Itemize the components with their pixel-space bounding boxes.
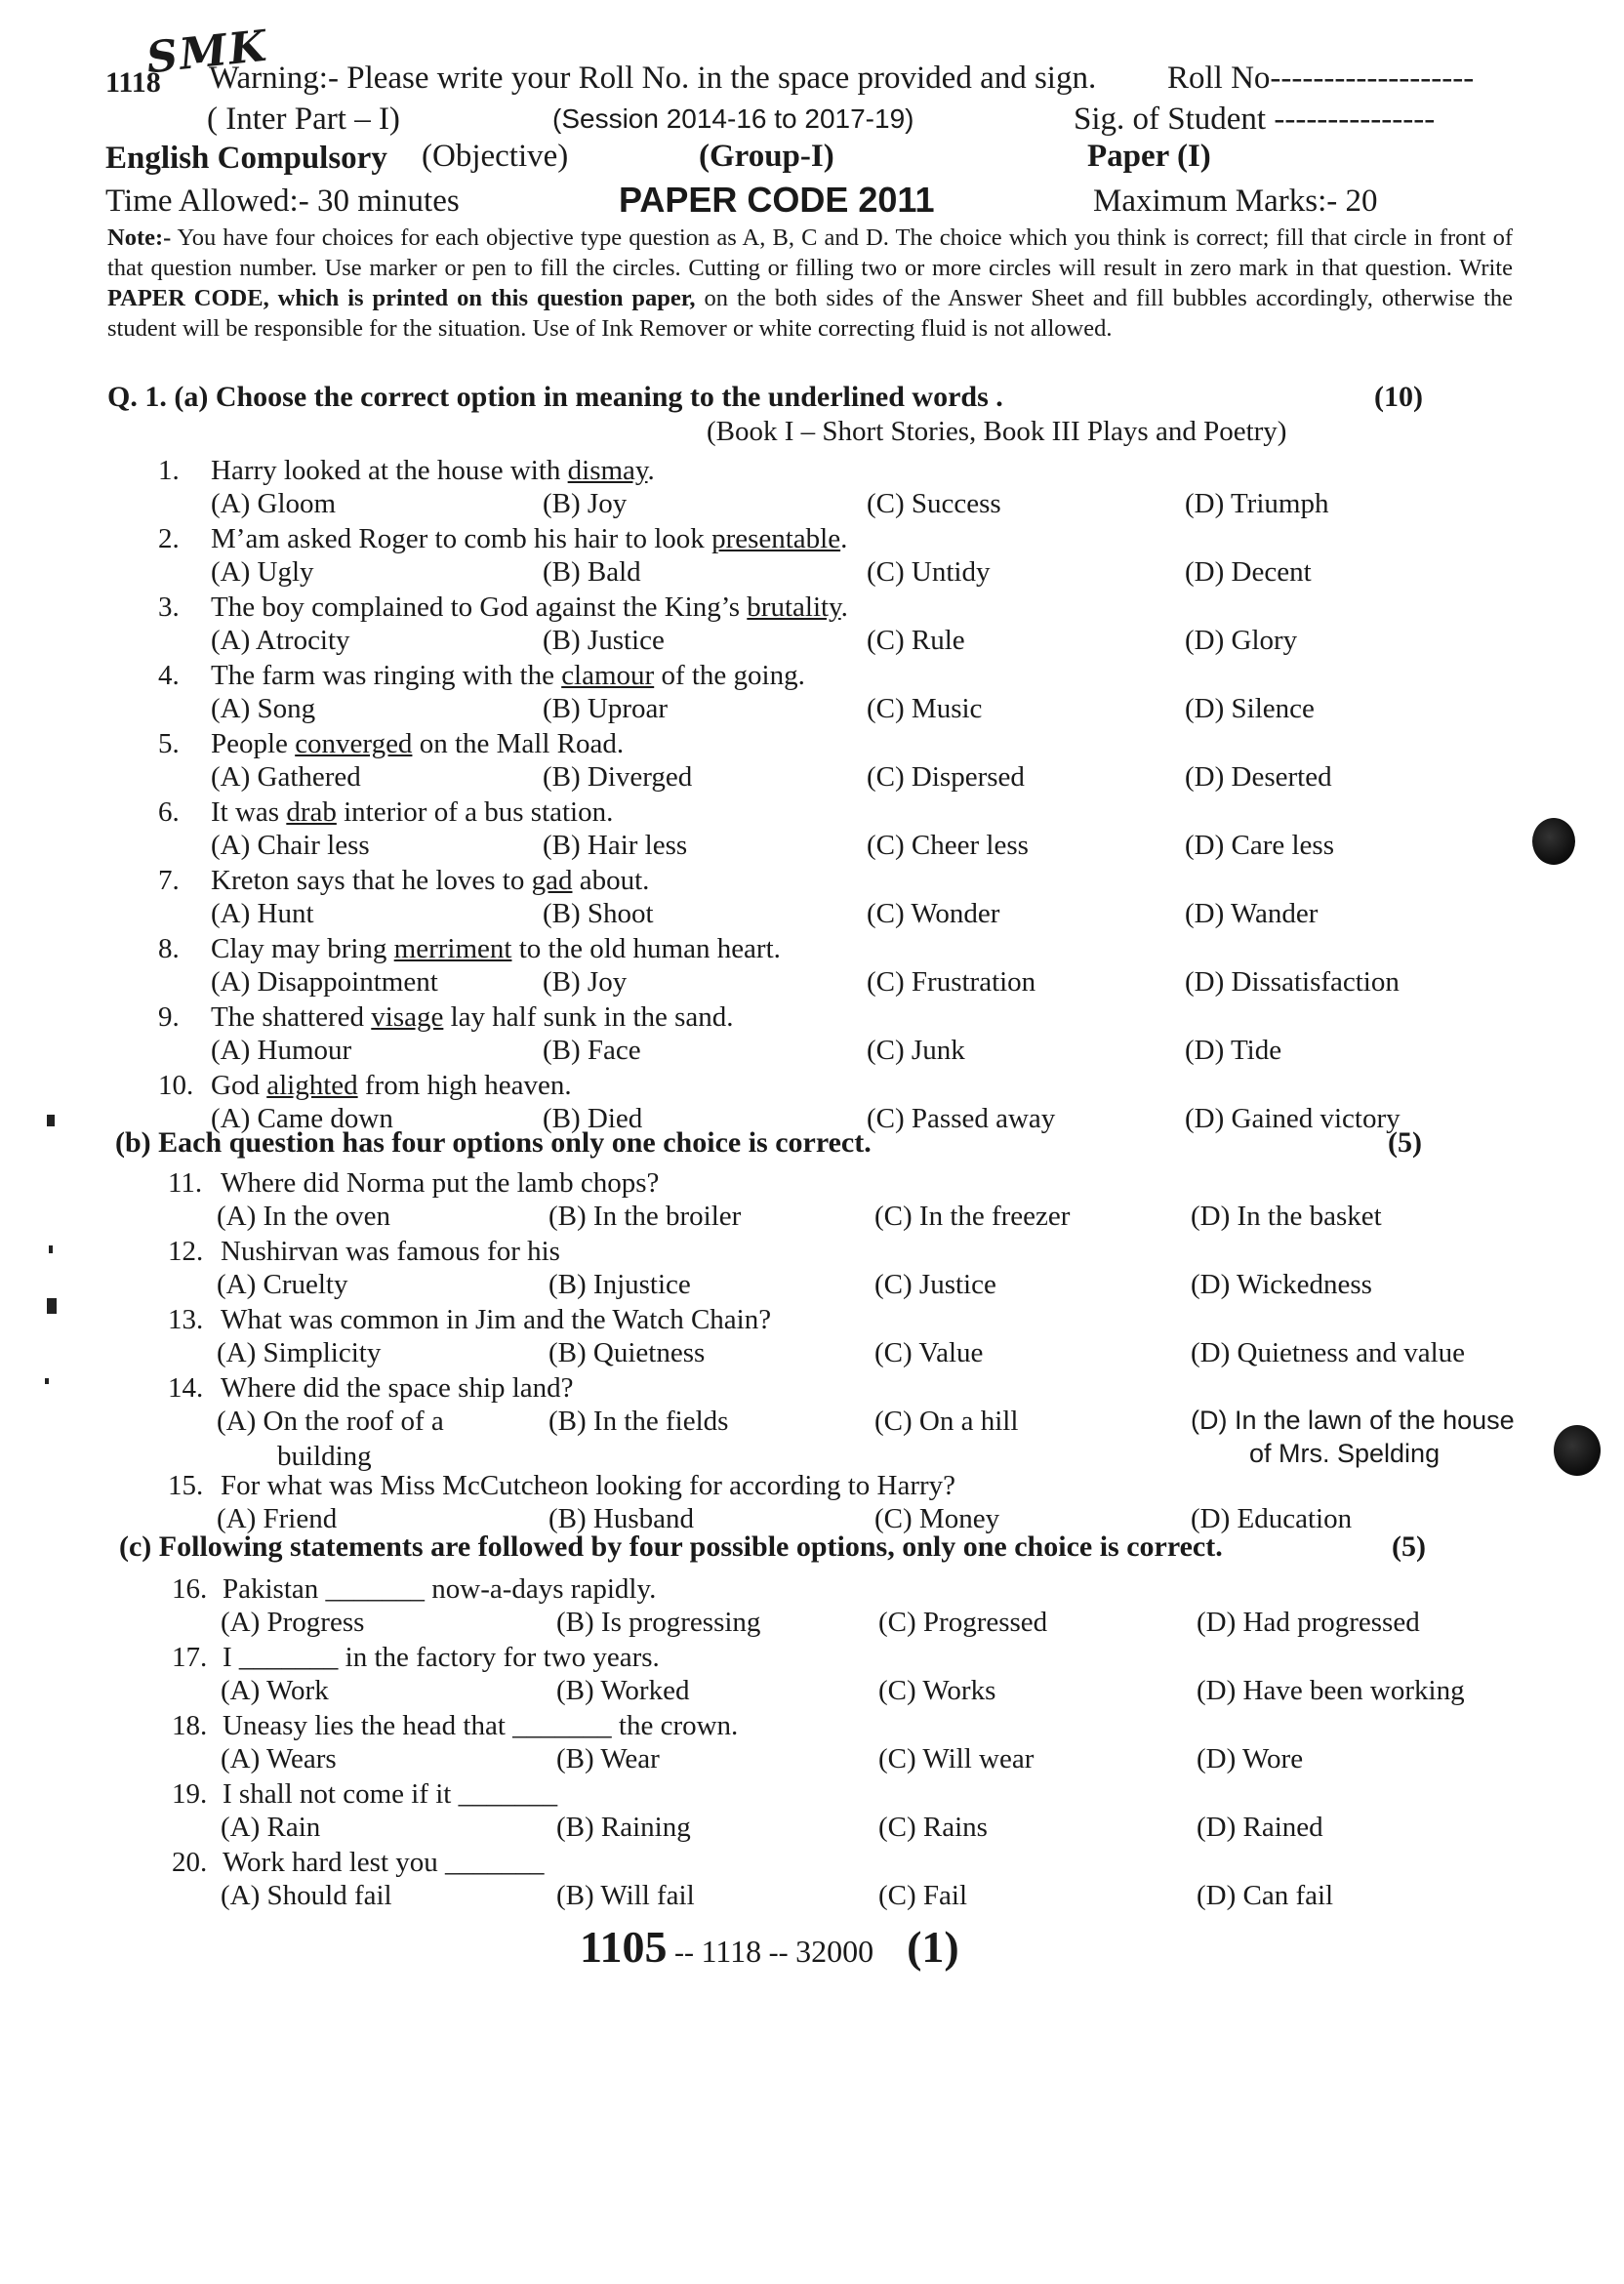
- underlined-word: converged: [295, 728, 413, 759]
- question-text-part: The boy complained to God against the King’s: [211, 591, 748, 623]
- option-c: (C) In the freezer: [874, 1201, 1071, 1232]
- question-text: [223, 1642, 660, 1674]
- maximum-marks: Maximum Marks:- 20: [1093, 184, 1378, 219]
- question-text-part: The shattered: [211, 1001, 372, 1033]
- question-text-part: from high heaven.: [357, 1070, 572, 1101]
- question-number: 20.: [172, 1847, 208, 1878]
- underlined-word: alighted: [266, 1070, 358, 1101]
- instructions-note: [107, 223, 1513, 344]
- option-a: (A) In the oven: [217, 1201, 390, 1232]
- option-a: (A) Should fail: [221, 1880, 392, 1911]
- question-number: 9.: [158, 1001, 180, 1033]
- option-b: (B) Worked: [556, 1675, 690, 1706]
- question-number: 18.: [172, 1710, 208, 1741]
- section-a-marks: (10): [1374, 381, 1423, 413]
- question-text: [223, 1847, 545, 1879]
- option-a: (A) Humour: [211, 1035, 352, 1066]
- question-text: [211, 1070, 572, 1102]
- option-a: (A) Cruelty: [217, 1269, 348, 1300]
- question-text: [211, 455, 655, 487]
- question-text: [221, 1470, 955, 1502]
- question-number: 14.: [168, 1372, 204, 1404]
- footer-code: 1105: [580, 1922, 668, 1972]
- option-b: (B) Will fail: [556, 1880, 695, 1911]
- option-b: (B) In the fields: [548, 1406, 729, 1437]
- question-text-part: .: [840, 523, 848, 554]
- scan-speck: [45, 1378, 49, 1384]
- question-text: [211, 796, 613, 829]
- footer-page-number: (1): [907, 1922, 959, 1972]
- handwritten-scribble: SMK: [143, 20, 271, 84]
- question-text: [211, 865, 649, 897]
- scan-speck: [47, 1298, 57, 1314]
- question-text: [223, 1573, 656, 1606]
- session: (Session 2014-16 to 2017-19): [552, 103, 914, 134]
- ink-blot: [1532, 818, 1575, 865]
- section-c-title: (c) Following statements are followed by four possible options, only one choice is correct.: [119, 1530, 1223, 1563]
- option-d: (D) Quietness and value: [1191, 1337, 1466, 1368]
- option-c: (C) Rains: [878, 1812, 988, 1843]
- option-d: (D) Wander: [1185, 898, 1319, 929]
- question-number: 16.: [172, 1573, 208, 1605]
- option-b: (B) Is progressing: [556, 1607, 761, 1638]
- question-text: [211, 523, 847, 555]
- underlined-word: drab: [286, 796, 337, 828]
- question-text-part: Where did Norma put the lamb chops?: [221, 1167, 660, 1199]
- question-number: 13.: [168, 1304, 204, 1335]
- option-b: (B) Bald: [543, 556, 641, 588]
- student-signature-field: Sig. of Student ---------------: [1074, 102, 1436, 137]
- question-text-part: Harry looked at the house with: [211, 455, 568, 486]
- question-text: [211, 660, 805, 692]
- option-c: (C) Fail: [878, 1880, 968, 1911]
- option-b: (B) Injustice: [548, 1269, 691, 1300]
- scan-speck: [47, 1115, 55, 1126]
- option-b: (B) Uproar: [543, 693, 669, 724]
- section-c-marks: (5): [1392, 1530, 1426, 1563]
- option-b: (B) Shoot: [543, 898, 654, 929]
- option-c: (C) Money: [874, 1503, 1000, 1534]
- question-number: 1.: [158, 455, 180, 486]
- scan-speck: [49, 1245, 53, 1253]
- option-d: (D) Dissatisfaction: [1185, 966, 1400, 998]
- time-allowed: Time Allowed:- 30 minutes: [105, 184, 460, 219]
- subject: English Compulsory: [105, 141, 387, 176]
- question-number: 3.: [158, 591, 180, 623]
- question-text: [211, 1001, 734, 1034]
- inter-part: ( Inter Part – I): [207, 102, 400, 137]
- question-text-part: interior of a bus station.: [336, 796, 614, 828]
- underlined-word: gad: [531, 865, 573, 896]
- underlined-word: merriment: [393, 933, 512, 964]
- footer-separator: --: [667, 1937, 702, 1969]
- section-b-marks: (5): [1388, 1126, 1422, 1159]
- note-text-1: You have four choices for each objective type question as A, B, C and D. The choice which you think is correct; fill that circle in front of that question number. Use marker or pen to fill the circles. Cutting or filling two or more circles will result in zero mark in that question. Write: [107, 224, 1513, 281]
- option-d: (D) Rained: [1197, 1812, 1323, 1843]
- question-text-part: about.: [572, 865, 650, 896]
- option-d: (D) Deserted: [1185, 761, 1332, 793]
- question-text-part: Clay may bring: [211, 933, 394, 964]
- option-d: (D) Had progressed: [1197, 1607, 1420, 1638]
- option-d: (D) In the lawn of the house: [1191, 1406, 1515, 1435]
- option-c: (C) Passed away: [867, 1103, 1056, 1134]
- question-text-part: Uneasy lies the head that _______ the crown.: [223, 1710, 739, 1741]
- question-number: 19.: [172, 1778, 208, 1810]
- question-text-part: Pakistan _______ now-a-days rapidly.: [223, 1573, 657, 1605]
- underlined-word: visage: [371, 1001, 444, 1033]
- group-label: (Group-I): [699, 139, 834, 174]
- question-text: [221, 1236, 560, 1268]
- option-b: (B) Face: [543, 1035, 641, 1066]
- option-a: (A) Chair less: [211, 830, 370, 861]
- question-number: 7.: [158, 865, 180, 896]
- option-b: (B) Wear: [556, 1743, 660, 1774]
- option-c: (C) Cheer less: [867, 830, 1029, 861]
- option-a: (A) Atrocity: [211, 625, 350, 656]
- question-text: [211, 591, 848, 624]
- option-d: (D) In the basket: [1191, 1201, 1382, 1232]
- question-text: [211, 728, 624, 760]
- option-b: (B) In the broiler: [548, 1201, 742, 1232]
- objective-label: (Objective): [422, 139, 569, 174]
- question-text-part: to the old human heart.: [511, 933, 781, 964]
- question-text-part: .: [647, 455, 655, 486]
- underlined-word: dismay: [567, 455, 648, 486]
- option-c: (C) On a hill: [874, 1406, 1019, 1437]
- question-text-part: I _______ in the factory for two years.: [223, 1642, 660, 1673]
- option-c: (C) Untidy: [867, 556, 991, 588]
- option-b: (B) Joy: [543, 488, 628, 519]
- underlined-word: brutality: [747, 591, 841, 623]
- option-d: (D) Wore: [1197, 1743, 1304, 1774]
- underlined-word: clamour: [561, 660, 655, 691]
- question-number: 2.: [158, 523, 180, 554]
- option-a: (A) Work: [221, 1675, 329, 1706]
- option-d: (D) Education: [1191, 1503, 1353, 1534]
- option-c: (C) Success: [867, 488, 1001, 519]
- question-text-part: on the Mall Road.: [412, 728, 625, 759]
- section-a-title: Q. 1. (a) Choose the correct option in meaning to the underlined words .: [107, 381, 1003, 413]
- note-bold: PAPER CODE, which is printed on this question paper,: [107, 285, 696, 311]
- footer-paper: 1118: [701, 1934, 762, 1969]
- question-text-part: God: [211, 1070, 267, 1101]
- question-text-part: M’am asked Roger to comb his hair to look: [211, 523, 712, 554]
- question-number: 17.: [172, 1642, 208, 1673]
- question-text: [211, 933, 781, 965]
- option-d: (D) Tide: [1185, 1035, 1282, 1066]
- option-a: (A) Hunt: [211, 898, 314, 929]
- footer-count: 32000: [795, 1934, 874, 1969]
- option-c: (C) Wonder: [867, 898, 1000, 929]
- option-b: (B) Husband: [548, 1503, 695, 1534]
- option-a: (A) Friend: [217, 1503, 338, 1534]
- option-d: (D) Triumph: [1185, 488, 1329, 519]
- section-a-subtitle: (Book I – Short Stories, Book III Plays and Poetry): [707, 416, 1287, 447]
- question-text: [221, 1304, 771, 1336]
- option-c: (C) Music: [867, 693, 983, 724]
- paper-number: 1118: [105, 66, 161, 99]
- option-b: (B) Diverged: [543, 761, 693, 793]
- question-text-part: People: [211, 728, 296, 759]
- option-c: (C) Dispersed: [867, 761, 1025, 793]
- option-d: (D) Care less: [1185, 830, 1335, 861]
- option-c: (C) Frustration: [867, 966, 1036, 998]
- option-c: (C) Works: [878, 1675, 996, 1706]
- question-text-part: Kreton says that he loves to: [211, 865, 532, 896]
- question-number: 11.: [168, 1167, 203, 1199]
- question-text-part: Nushirvan was famous for his: [221, 1236, 560, 1267]
- question-text: [221, 1372, 574, 1405]
- ink-blot: [1554, 1425, 1601, 1476]
- option-c: (C) Will wear: [878, 1743, 1035, 1774]
- question-number: 4.: [158, 660, 180, 691]
- question-text-part: lay half sunk in the sand.: [443, 1001, 734, 1033]
- option-a: (A) Wears: [221, 1743, 337, 1774]
- note-label: Note:-: [107, 224, 172, 251]
- option-d: (D) Glory: [1185, 625, 1298, 656]
- question-number: 12.: [168, 1236, 204, 1267]
- option-b: (B) Died: [543, 1103, 643, 1134]
- option-b: (B) Quietness: [548, 1337, 706, 1368]
- option-a: (A) Gloom: [211, 488, 337, 519]
- warning-text: Warning:- Please write your Roll No. in the space provided and sign.: [209, 61, 1097, 96]
- option-c: (C) Junk: [867, 1035, 965, 1066]
- option-a: (A) Ugly: [211, 556, 314, 588]
- question-text-part: of the going.: [654, 660, 805, 691]
- underlined-word: presentable: [711, 523, 841, 554]
- option-a: (A) On the roof of a: [217, 1406, 444, 1437]
- question-text-part: Work hard lest you _______: [223, 1847, 545, 1878]
- question-number: 10.: [158, 1070, 194, 1101]
- option-c: (C) Rule: [867, 625, 965, 656]
- option-a: (A) Disappointment: [211, 966, 438, 998]
- question-number: 15.: [168, 1470, 204, 1501]
- option-c: (C) Value: [874, 1337, 984, 1368]
- option-b: (B) Raining: [556, 1812, 691, 1843]
- question-text-part: Where did the space ship land?: [221, 1372, 574, 1404]
- question-text-part: For what was Miss McCutcheon looking for according to Harry?: [221, 1470, 956, 1501]
- option-a: (A) Progress: [221, 1607, 365, 1638]
- option-d: (D) Silence: [1185, 693, 1315, 724]
- footer-separator: --: [761, 1937, 796, 1969]
- question-text-part: It was: [211, 796, 287, 828]
- question-number: 5.: [158, 728, 180, 759]
- option-d: (D) Can fail: [1197, 1880, 1334, 1911]
- option-d: (D) Decent: [1185, 556, 1312, 588]
- option-d: (D) Wickedness: [1191, 1269, 1372, 1300]
- question-text-part: I shall not come if it _______: [223, 1778, 558, 1810]
- option-a: (A) Simplicity: [217, 1337, 382, 1368]
- option-c: (C) Justice: [874, 1269, 996, 1300]
- question-number: 6.: [158, 796, 180, 828]
- question-text-part: What was common in Jim and the Watch Chain?: [221, 1304, 772, 1335]
- roll-number-field: Roll No-------------------: [1167, 61, 1475, 96]
- option-d: (D) Have been working: [1197, 1675, 1465, 1706]
- question-text: [223, 1710, 738, 1742]
- option-a: (A) Gathered: [211, 761, 361, 793]
- section-b-title: (b) Each question has four options only one choice is correct.: [115, 1126, 872, 1159]
- option-a: (A) Song: [211, 693, 316, 724]
- option-a: (A) Came down: [211, 1103, 393, 1134]
- option-a-continued: building: [277, 1441, 372, 1472]
- footer-code-line: [580, 1921, 959, 1973]
- question-text-part: .: [840, 591, 848, 623]
- question-text: [221, 1167, 659, 1200]
- paper-code: PAPER CODE 2011: [619, 180, 935, 220]
- option-b: (B) Joy: [543, 966, 628, 998]
- question-text-part: The farm was ringing with the: [211, 660, 562, 691]
- question-text: [223, 1778, 557, 1811]
- note-text-2: on the both sides of the Answer Sheet and fill bubbles accordingly, otherwise the student will be responsible for the situation. Use of Ink Remover or white correcting fluid is not allowed.: [107, 285, 1513, 342]
- option-a: (A) Rain: [221, 1812, 321, 1843]
- option-d-continued: of Mrs. Spelding: [1249, 1439, 1441, 1468]
- option-c: (C) Progressed: [878, 1607, 1048, 1638]
- option-b: (B) Justice: [543, 625, 665, 656]
- option-b: (B) Hair less: [543, 830, 688, 861]
- paper-label: Paper (I): [1087, 139, 1211, 174]
- option-d: (D) Gained victory: [1185, 1103, 1401, 1134]
- question-number: 8.: [158, 933, 180, 964]
